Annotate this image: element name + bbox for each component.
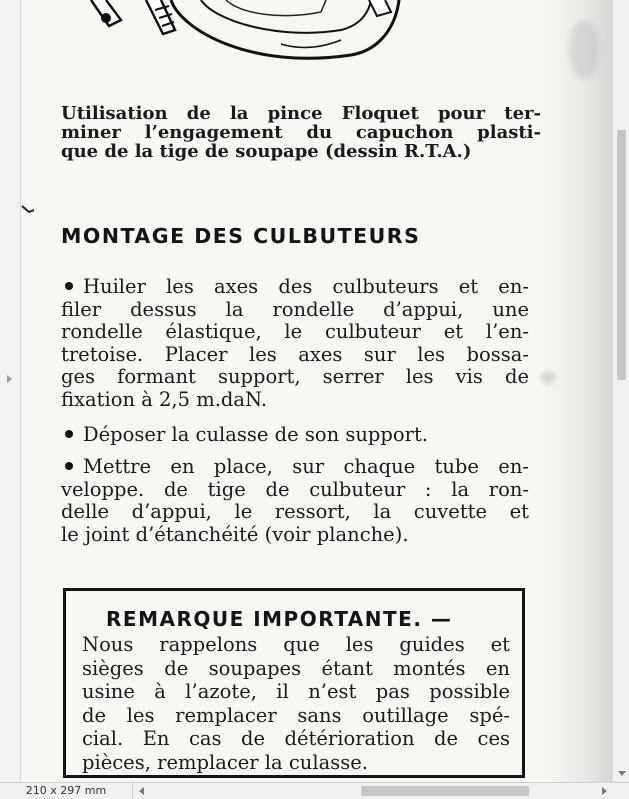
paragraph-line: fixation à 2,5 m.daN.: [61, 387, 268, 411]
bullet-icon: [65, 430, 73, 438]
remark-line: cial. En cas de détérioration de ces: [82, 727, 510, 750]
illustration-caption: [61, 104, 541, 161]
remark-line: de les remplacer sans outillage spé-: [82, 703, 510, 727]
caption-line: Utilisation de la pince Floquet pour ter-: [61, 103, 541, 124]
remark-line: pièces, remplacer la culasse.: [82, 750, 368, 774]
scan-mark: [21, 204, 35, 216]
remark-line: sièges de soupapes étant montés en: [82, 656, 510, 680]
vertical-scrollbar[interactable]: [612, 0, 629, 782]
bullet-icon: [65, 282, 73, 290]
floquet-pliers-illustration: [51, 0, 411, 80]
chevron-right-icon[interactable]: [7, 375, 12, 383]
paragraph-line-text: Mettre en place, sur chaque tube en-: [83, 455, 529, 478]
remark-line: usine à l’azote, il n’est pas possible: [82, 680, 510, 703]
caption-line: que de la tige de soupape (dessin R.T.A.): [61, 141, 472, 162]
paragraph-remove-head: [61, 424, 529, 447]
remark-line: Nous rappelons que les guides et: [82, 633, 510, 656]
horizontal-scroll-thumb[interactable]: [361, 786, 529, 796]
caption-line: miner l’engagement du capuchon plasti-: [61, 122, 541, 143]
document-page: [21, 0, 612, 782]
scan-smudge: [569, 20, 599, 80]
remark-body: [82, 633, 510, 774]
chevron-left-icon[interactable]: [139, 787, 144, 795]
paragraph-line: ges formant support, serrer les vis de: [61, 365, 529, 388]
paragraph-line: [61, 424, 529, 447]
paragraph-line: le joint d’étanchéité (voir planche).: [61, 522, 409, 546]
paragraph-line: tretoise. Placer les axes sur les bossa-: [61, 342, 529, 366]
side-panel-toggle[interactable]: [0, 0, 21, 782]
section-heading: MONTAGE DES CULBUTEURS: [61, 224, 421, 248]
paragraph-line-text: Déposer la culasse de son support.: [83, 423, 428, 446]
chevron-down-icon[interactable]: [618, 771, 626, 776]
paragraph-line: filer dessus la rondelle d’appui, une: [61, 297, 529, 321]
paragraph-install-tube: [61, 456, 529, 546]
page-size-label: 210 x 297 mm: [0, 783, 133, 799]
remark-title: REMARQUE IMPORTANTE. —: [106, 607, 453, 631]
status-bar: [0, 782, 629, 799]
paragraph-line: rondelle élastique, le culbuteur et l’en-: [61, 320, 529, 343]
vertical-scroll-thumb[interactable]: [617, 130, 626, 380]
horizontal-scrollbar[interactable]: [133, 783, 613, 799]
paragraph-oil-axes: [61, 276, 529, 411]
bullet-icon: [65, 462, 73, 470]
chevron-right-icon[interactable]: [602, 787, 607, 795]
scan-smudge: [541, 372, 555, 384]
paragraph-line: [61, 276, 529, 299]
paragraph-line: [61, 456, 529, 479]
paragraph-line: delle d’appui, le ressort, la cuvette et: [61, 500, 529, 523]
paragraph-line-text: Huiler les axes des culbuteurs et en-: [83, 275, 529, 298]
paragraph-line: veloppe. de tige de culbuteur : la ron-: [61, 477, 529, 501]
important-remark-box: [63, 588, 525, 778]
